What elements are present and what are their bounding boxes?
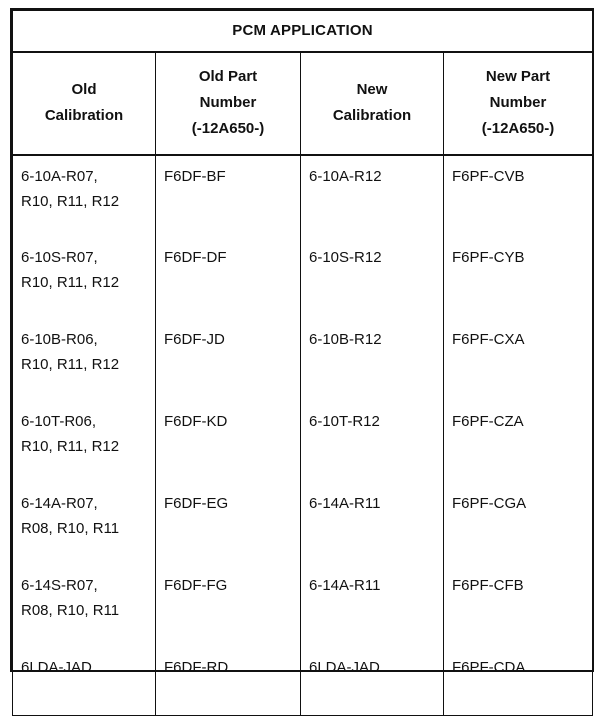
cell-old-calibration bbox=[13, 401, 156, 483]
cell-line: F6PF-CYB bbox=[452, 248, 525, 266]
cell-line: 6LDA-JAD bbox=[21, 658, 92, 676]
cell-old-part-number bbox=[156, 237, 301, 319]
table-row bbox=[13, 565, 593, 647]
cell-line: 6-14A-R07, bbox=[21, 494, 98, 512]
cell-line: F6PF-CDA bbox=[452, 658, 526, 676]
cell-line: 6-14A-R11 bbox=[309, 576, 381, 594]
cell-new-calibration bbox=[301, 565, 444, 647]
cell-line: 6-10B-R12 bbox=[309, 330, 382, 348]
cell-line: F6DF-EG bbox=[164, 494, 229, 512]
header-line: (-12A650-) bbox=[481, 120, 555, 137]
cell-line: 6-14A-R11 bbox=[309, 494, 381, 512]
cell-old-calibration bbox=[13, 483, 156, 565]
cell-line: R08, R10, R11 bbox=[21, 601, 120, 619]
cell-new-part-number bbox=[444, 237, 593, 319]
cell-old-calibration bbox=[13, 155, 156, 237]
cell-new-calibration bbox=[301, 647, 444, 716]
table-title: PCM APPLICATION bbox=[13, 11, 593, 52]
cell-line: R10, R11, R12 bbox=[21, 437, 120, 455]
cell-line: F6DF-KD bbox=[164, 412, 228, 430]
cell-old-part-number bbox=[156, 565, 301, 647]
cell-new-part-number bbox=[444, 319, 593, 401]
cell-old-part-number bbox=[156, 319, 301, 401]
cell-line: F6PF-CXA bbox=[452, 330, 525, 348]
header-old-part-number bbox=[156, 52, 301, 155]
header-line: Number bbox=[199, 94, 257, 111]
cell-new-calibration bbox=[301, 155, 444, 237]
cell-line: R08, R10, R11 bbox=[21, 519, 120, 537]
cell-new-part-number bbox=[444, 565, 593, 647]
cell-new-part-number bbox=[444, 155, 593, 237]
cell-new-part-number bbox=[444, 483, 593, 565]
cell-new-calibration bbox=[301, 319, 444, 401]
cell-line: F6DF-JD bbox=[164, 330, 225, 348]
cell-old-calibration bbox=[13, 565, 156, 647]
cell-old-calibration bbox=[13, 647, 156, 716]
cell-line: R10, R11, R12 bbox=[21, 355, 120, 373]
header-line: (-12A650-) bbox=[191, 120, 265, 137]
cell-line: F6DF-FG bbox=[164, 576, 228, 594]
table-row bbox=[13, 483, 593, 565]
cell-new-calibration bbox=[301, 483, 444, 565]
cell-line: 6-10S-R07, bbox=[21, 248, 98, 266]
cell-old-part-number bbox=[156, 401, 301, 483]
table-row bbox=[13, 401, 593, 483]
table-row bbox=[13, 155, 593, 237]
header-old-calibration bbox=[13, 52, 156, 155]
cell-line: 6-14S-R07, bbox=[21, 576, 98, 594]
cell-new-part-number bbox=[444, 647, 593, 716]
cell-line: F6PF-CFB bbox=[452, 576, 524, 594]
cell-line: F6PF-CGA bbox=[452, 494, 527, 512]
cell-line: R10, R11, R12 bbox=[21, 273, 120, 291]
header-line: Calibration bbox=[332, 107, 412, 124]
header-line: New bbox=[356, 81, 388, 98]
cell-line: F6PF-CZA bbox=[452, 412, 524, 430]
cell-old-part-number bbox=[156, 483, 301, 565]
cell-line: 6-10T-R12 bbox=[309, 412, 380, 430]
table bbox=[12, 10, 593, 716]
cell-line: 6-10B-R06, bbox=[21, 330, 98, 348]
cell-line: F6PF-CVB bbox=[452, 167, 525, 185]
cell-line: F6DF-BF bbox=[164, 167, 226, 185]
table-body bbox=[13, 155, 593, 716]
cell-line: 6-10S-R12 bbox=[309, 248, 382, 266]
cell-line: R10, R11, R12 bbox=[21, 192, 120, 210]
header-line: Number bbox=[489, 94, 547, 111]
header-line: Old bbox=[71, 81, 97, 98]
header-line: Calibration bbox=[44, 107, 124, 124]
cell-new-part-number bbox=[444, 401, 593, 483]
header-new-calibration bbox=[301, 52, 444, 155]
cell-line: F6DF-DF bbox=[164, 248, 227, 266]
cell-old-part-number bbox=[156, 155, 301, 237]
cell-line: 6-10A-R12 bbox=[309, 167, 382, 185]
cell-new-calibration bbox=[301, 237, 444, 319]
cell-line: F6DF-RD bbox=[164, 658, 229, 676]
cell-old-calibration bbox=[13, 319, 156, 401]
cell-new-calibration bbox=[301, 401, 444, 483]
header-new-part-number bbox=[444, 52, 593, 155]
header-line: New Part bbox=[485, 68, 551, 85]
table-row bbox=[13, 319, 593, 401]
cell-line: 6-10A-R07, bbox=[21, 167, 98, 185]
table-row bbox=[13, 237, 593, 319]
table-row bbox=[13, 647, 593, 716]
header-line: Old Part bbox=[198, 68, 258, 85]
cell-line: 6-10T-R06, bbox=[21, 412, 97, 430]
cell-old-part-number bbox=[156, 647, 301, 716]
cell-old-calibration bbox=[13, 237, 156, 319]
cell-line: 6LDA-JAD bbox=[309, 658, 380, 676]
pcm-application-table bbox=[10, 8, 594, 676]
